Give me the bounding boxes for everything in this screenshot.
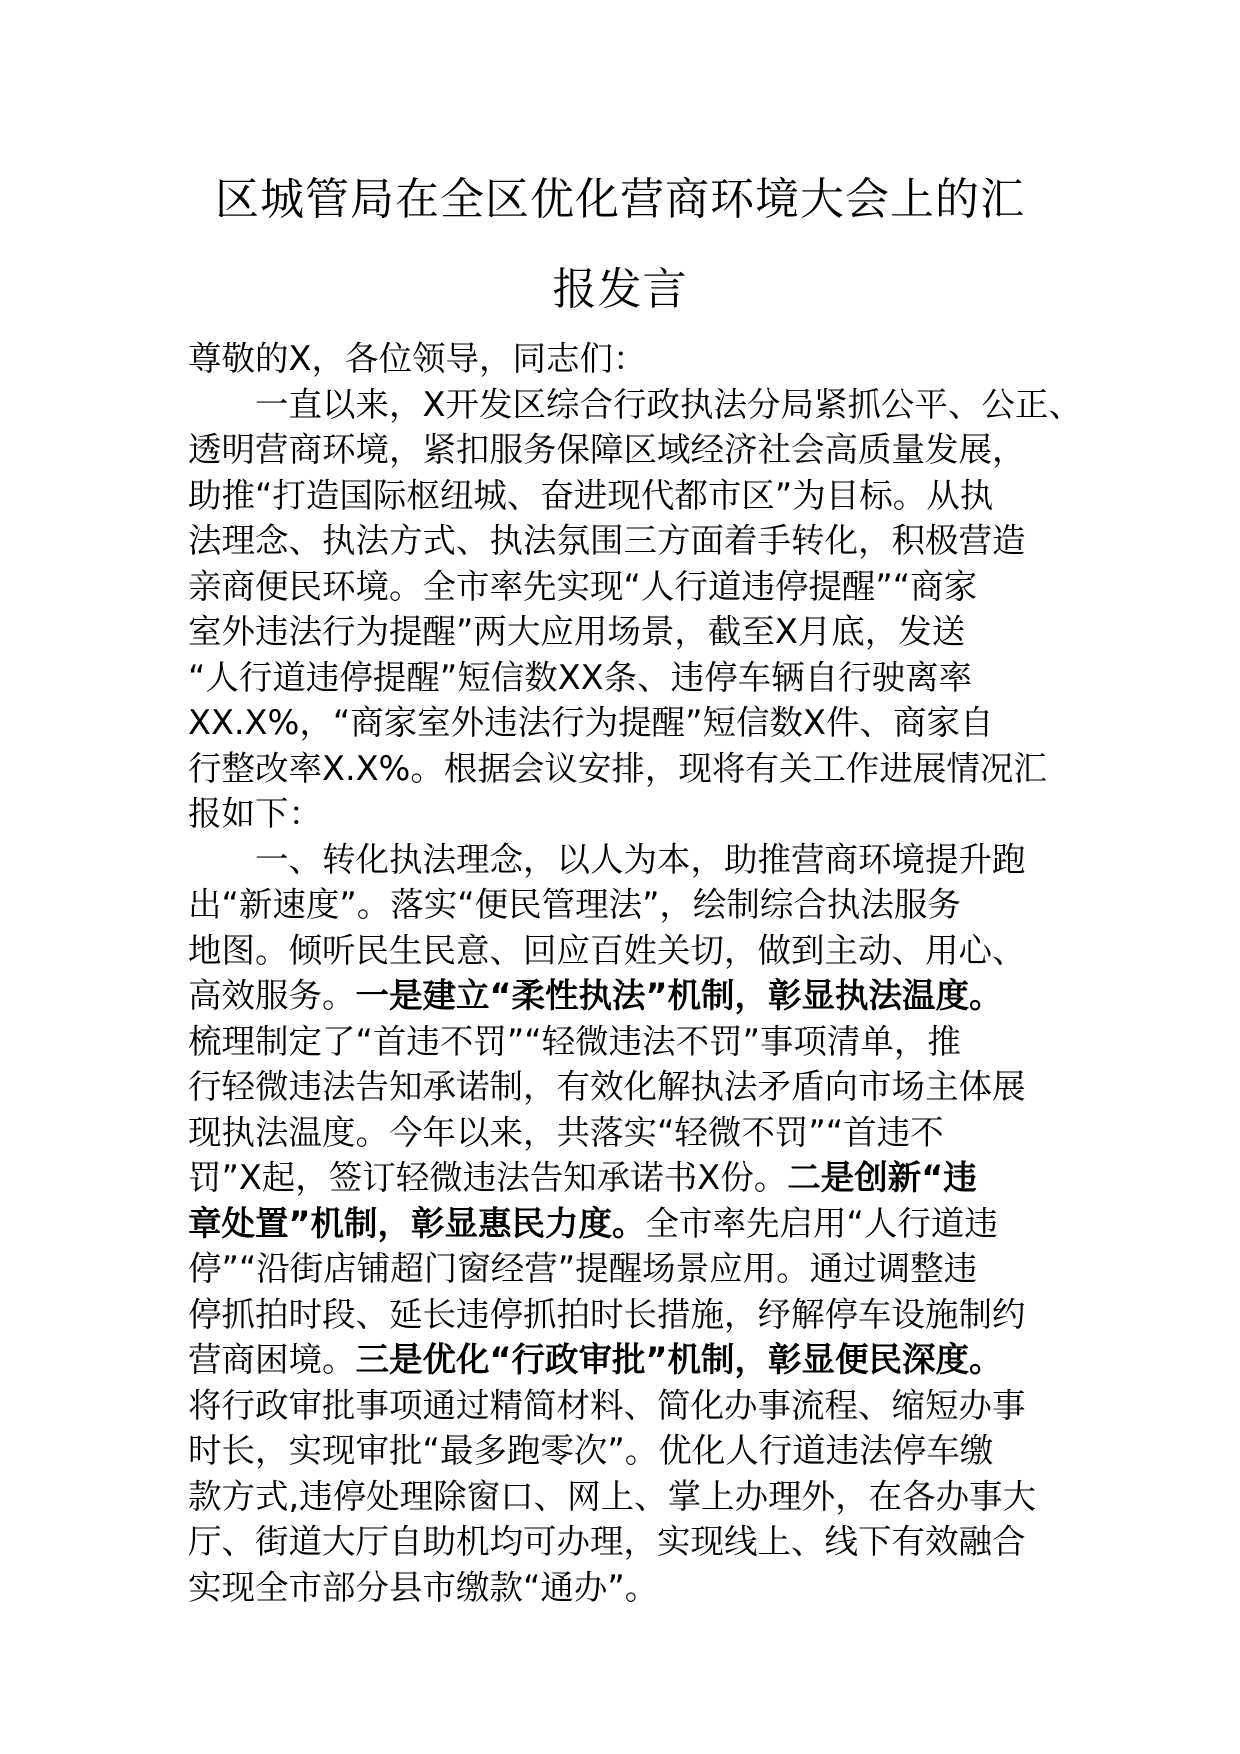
document-body [188,336,1088,1610]
bold-subheading: 二是创新“违 [787,1158,977,1197]
paragraph-line: 梳理制定了“首违不罚”“轻微违法不罚”事项清单，推 [188,1021,961,1061]
paragraph-line [188,1201,1088,1247]
paragraph-line: 助推“打造国际枢纽城、奋进现代都市区”为目标。从执 [188,475,994,515]
bold-subheading: 章处置”机制，彰显惠民力度。 [188,1203,646,1243]
paragraph-line: 亲商便民环境。全市率先实现“人行道违停提醒”“商家 [188,566,978,606]
document-title-line-2: 报发言 [552,264,688,315]
bold-subheading: 三是优化“行政审批”机制，彰显便民深度。 [355,1340,1003,1379]
salutation: 尊敬的X，各位领导，同志们： [188,339,647,378]
paragraph-line: XX.X%，“商家室外违法行为提醒”短信数X件、商家自 [188,703,994,742]
paragraph-line: 将行政审批事项通过精简材料、简化办事流程、缩短办事 [188,1385,1026,1425]
paragraph-line: 法理念、执法方式、执法氛围三方面着手转化，积极营造 [188,521,1026,560]
paragraph-line: 行整改率X.X%。根据会议安排，现将有关工作进展情况汇 [188,748,1047,788]
paragraph-line: 行轻微违法告知承诺制，有效化解执法矛盾向市场主体展 [188,1067,1026,1106]
paragraph-line [188,1155,1088,1201]
text-run: 营商困境。 [188,1340,356,1379]
paragraph-line [188,1337,1088,1383]
paragraph-line: 透明营商环境，紧扣服务保障区域经济社会高质量发展， [188,430,1026,469]
paragraph-line: 停抓拍时段、延长违停抓拍时长措施，纾解停车设施制约 [188,1294,1026,1334]
paragraph-line: 实现全市部分县市缴款“通办”。 [188,1567,659,1607]
paragraph-line: 一直以来，X开发区综合行政执法分局紧抓公平、公正、 [255,384,1082,424]
paragraph-line: 现执法温度。今年以来，共落实“轻微不罚”“首违不 [188,1112,944,1152]
paragraph-line: 款方式,违停处理除窗口、网上、掌上办理外，在各办事大 [188,1476,1037,1516]
text-run: 全市率先启用“人行道违 [645,1203,998,1243]
paragraph-line: “人行道违停提醒”短信数XX条、违停车辆自行驶离率 [188,657,973,697]
section-heading-line: 一、转化执法理念，以人为本，助推营商环境提升跑 [255,839,1026,879]
paragraph-line: 报如下： [188,794,322,833]
paragraph-line [188,973,1088,1019]
bold-subheading: 一是建立“柔性执法”机制，彰显执法温度。 [355,976,1003,1015]
text-run: 罚”X起，签订轻微违法告知承诺书X份。 [188,1158,788,1197]
text-run: 高效服务。 [188,976,356,1015]
paragraph-line: 厅、街道大厅自助机均可办理，实现线上、线下有效融合 [188,1522,1026,1561]
paragraph-line: 停”“沿街店铺超门窗经营”提醒场景应用。通过调整违 [188,1249,978,1288]
paragraph-line: 地图。倾听民生民意、回应百姓关切，做到主动、用心、 [188,930,1026,970]
document-title-line-1: 区城管局在全区优化营商环境大会上的汇 [215,174,1025,225]
paragraph-line: 出“新速度”。落实“便民管理法”，绘制综合执法服务 [188,885,961,924]
paragraph-line: 室外违法行为提醒”两大应用场景，截至X月底，发送 [188,612,966,651]
paragraph-line: 时长，实现审批“最多跑零次”。优化人行道违法停车缴 [188,1431,994,1470]
